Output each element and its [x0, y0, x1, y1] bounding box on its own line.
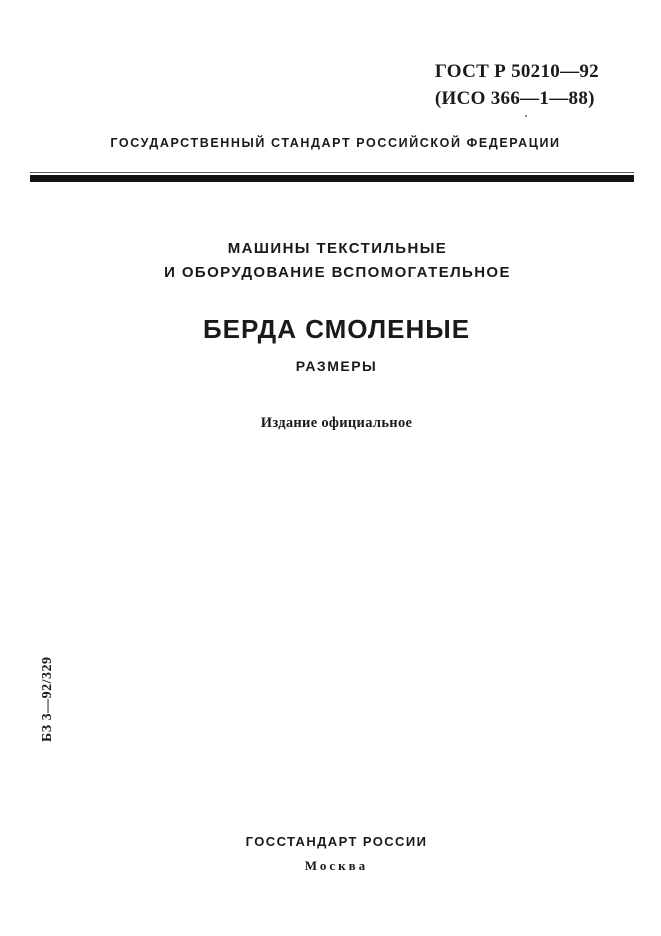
- publisher-city: Москва: [304, 858, 369, 873]
- subject-heading: [0, 237, 661, 285]
- document-title: БЕРДА СМОЛЕНЫЕ: [202, 314, 471, 344]
- state-standard-line: ГОСУДАРСТВЕННЫЙ СТАНДАРТ РОССИЙСКОЙ ФЕДЕРАЦИИ: [110, 136, 561, 150]
- subject-line-1: МАШИНЫ ТЕКСТИЛЬНЫЕ: [227, 240, 448, 257]
- subject-line-2: И ОБОРУДОВАНИЕ ВСПОМОГАТЕЛЬНОЕ: [164, 264, 511, 281]
- side-catalog-code: БЗ 3—92/329: [40, 656, 55, 742]
- standard-code: ГОСТ Р 50210—92: [434, 61, 599, 82]
- standard-designation: [435, 58, 599, 112]
- publisher: ГОССТАНДАРТ РОССИИ: [245, 834, 428, 849]
- print-speck: [525, 115, 527, 117]
- edition-label: Издание официальное: [260, 415, 413, 431]
- document-subtitle: РАЗМЕРЫ: [295, 358, 378, 374]
- header-rule-thin: [30, 172, 634, 173]
- iso-code: (ИСО 366—1—88): [434, 88, 595, 109]
- header-rule: [30, 175, 634, 182]
